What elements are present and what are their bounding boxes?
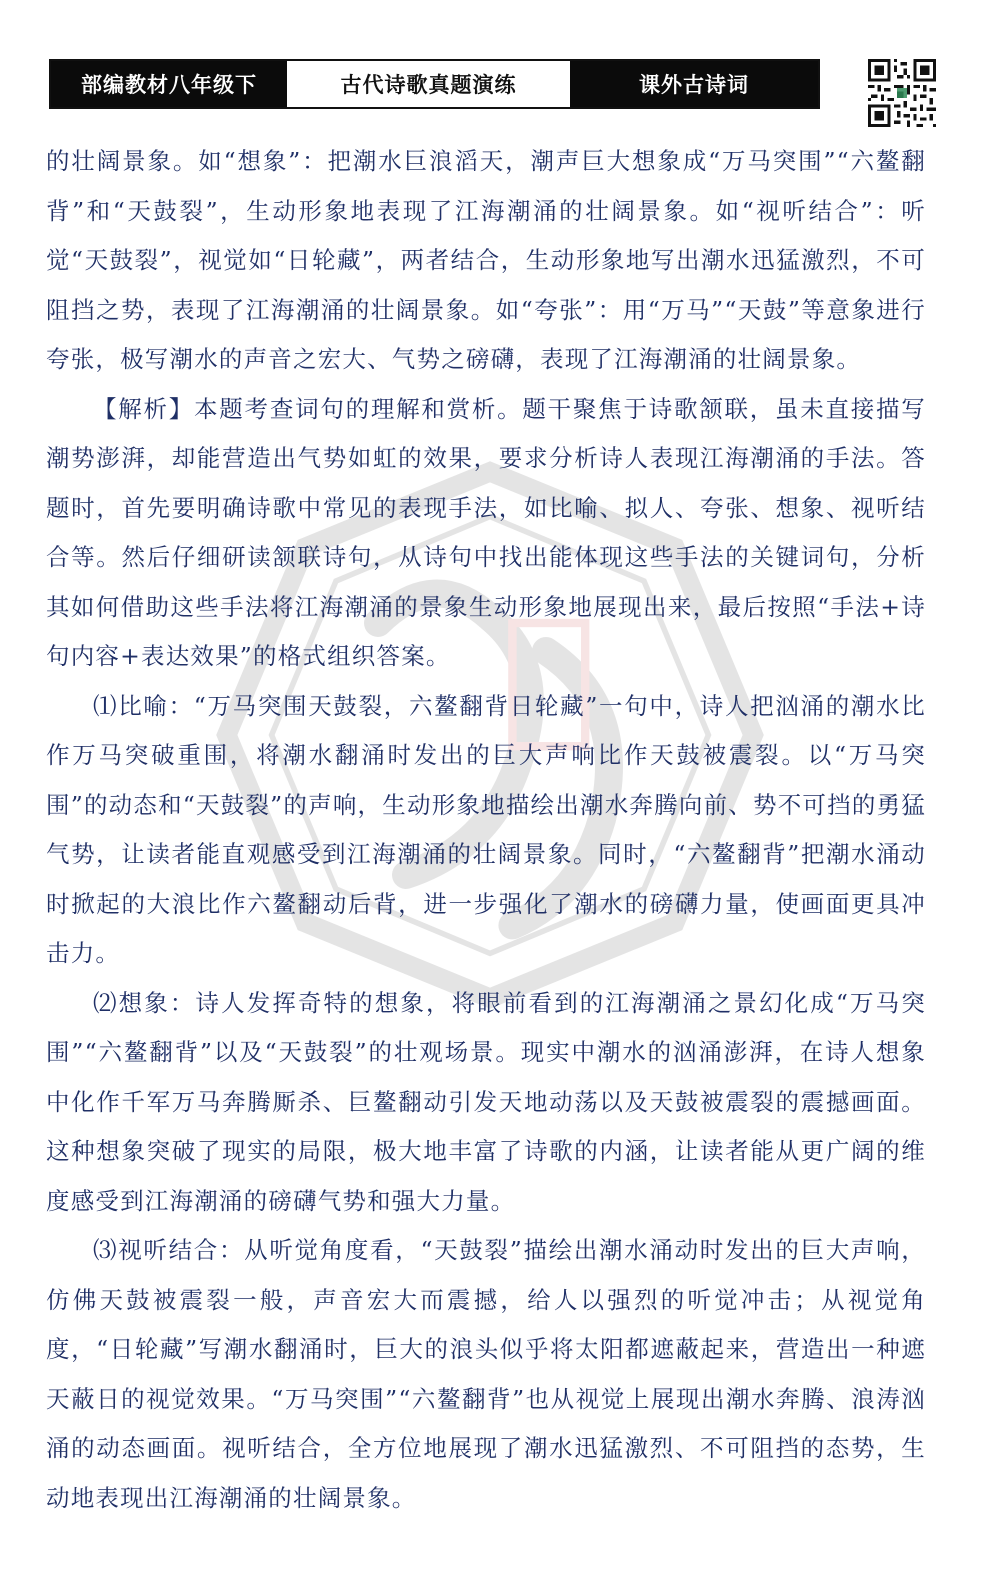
header-bar	[49, 59, 820, 109]
imagination-paragraph: ⑵想象：诗人发挥奇特的想象，将眼前看到的江海潮涌之景幻化成“万马突围”“六鳌翻背”以及“天鼓裂”的壮观场景。现实中潮水的汹涌澎湃，在诗人想象中化作千军万马奔腾厮杀、巨鳌翻动引发天地动荡以及天鼓被震裂的震撼画面。这种想象突破了现实的局限，极大地丰富了诗歌的内涵，让读者能从更广阔的维度感受到江海潮涌的磅礴气势和强大力量。	[46, 988, 926, 1215]
metaphor-paragraph: ⑴比喻：“万马突围天鼓裂，六鳌翻背日轮藏”一句中，诗人把汹涌的潮水比作万马突破重围，将潮水翻涌时发出的巨大声响比作天鼓被震裂。以“万马突围”的动态和“天鼓裂”的声响，生动形象地描绘出潮水奔腾向前、势不可挡的勇猛气势，让读者能直观感受到江海潮涌的壮阔景象。同时，“六鳌翻背”把潮水涌动时掀起的大浪比作六鳌翻动后背，进一步强化了潮水的磅礴力量，使画面更具冲击力。	[46, 691, 926, 967]
header-section-title: 古代诗歌真题演练	[287, 61, 570, 107]
header-category-label: 课外古诗词	[570, 61, 818, 107]
qr-code-icon[interactable]	[868, 59, 936, 127]
answer-text	[46, 137, 926, 1523]
analysis-paragraph: 【解析】本题考查词句的理解和赏析。题干聚焦于诗歌颔联，虽未直接描写潮势澎湃，却能营造出气势如虹的效果，要求分析诗人表现江海潮涌的手法。答题时，首先要明确诗歌中常见的表现手法，如比喻、拟人、夸张、想象、视听结合等。然后仔细研读颔联诗句，从诗句中找出能体现这些手法的关键词句，分析其如何借助这些手法将江海潮涌的景象生动形象地展现出来，最后按照“手法+诗句内容+表达效果”的格式组织答案。	[46, 394, 926, 670]
audiovisual-paragraph: ⑶视听结合：从听觉角度看，“天鼓裂”描绘出潮水涌动时发出的巨大声响，仿佛天鼓被震裂一般，声音宏大而震撼，给人以强烈的听觉冲击；从视觉角度，“日轮藏”写潮水翻涌时，巨大的浪头似乎将太阳都遮蔽起来，营造出一种遮天蔽日的视觉效果。“万马突围”“六鳌翻背”也从视觉上展现出潮水奔腾、浪涛汹涌的动态画面。视听结合，全方位地展现了潮水迅猛激烈、不可阻挡的态势，生动地表现出江海潮涌的壮阔景象。	[46, 1236, 926, 1512]
header-textbook-label: 部编教材八年级下	[51, 61, 287, 107]
answer-paragraph-continued: 的壮阔景象。如“想象”：把潮水巨浪滔天，潮声巨大想象成“万马突围”“六鳌翻背”和“天鼓裂”，生动形象地表现了江海潮涌的壮阔景象。如“视听结合”：听觉“天鼓裂”，视觉如“日轮藏”，两者结合，生动形象地写出潮水迅猛激烈，不可阻挡之势，表现了江海潮涌的壮阔景象。如“夸张”：用“万马”“天鼓”等意象进行夸张，极写潮水的声音之宏大、气势之磅礴，表现了江海潮涌的壮阔景象。	[46, 147, 926, 373]
